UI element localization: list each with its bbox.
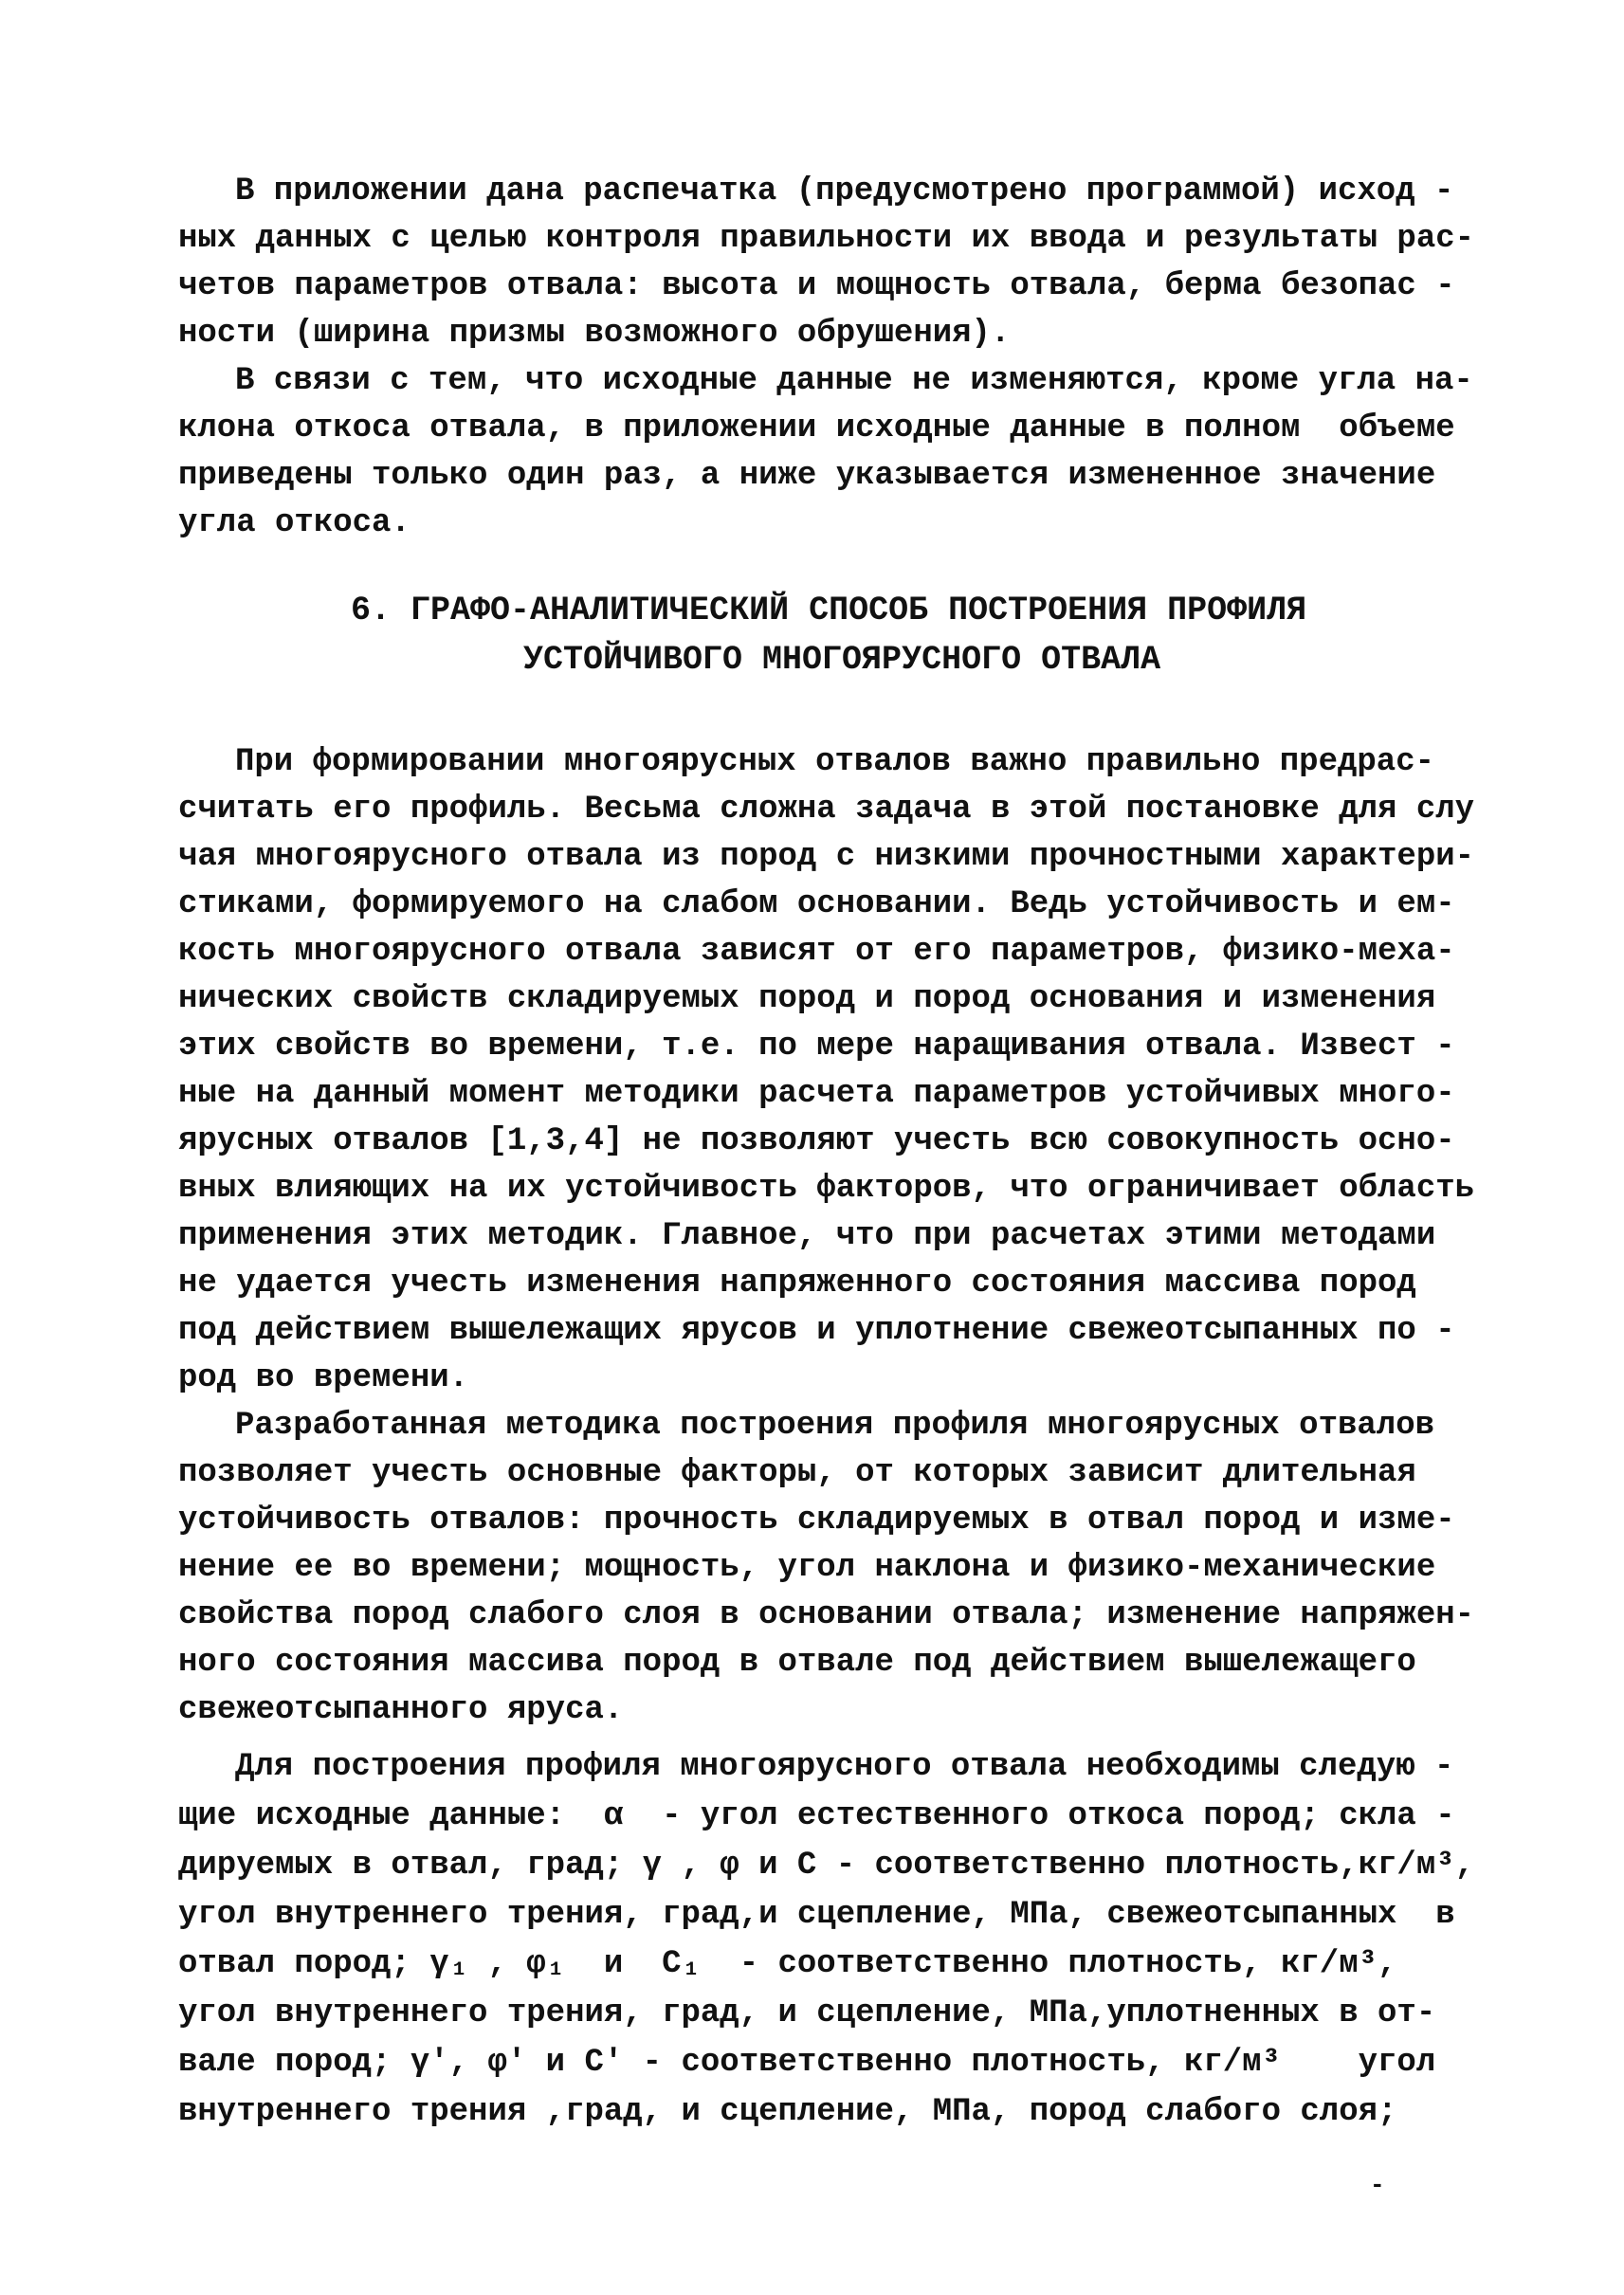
- text-line: угол внутреннего трения, град, и сцепление, МПа,уплотненных в от-: [178, 1995, 1436, 2031]
- text-line: ные на данный момент методики расчета параметров устойчивых много-: [178, 1076, 1455, 1112]
- text-line: ного состояния массива пород в отвале под действием вышележащего: [178, 1645, 1416, 1681]
- text-line: не удается учесть изменения напряженного состояния массива пород: [178, 1266, 1416, 1302]
- text-line: При формировании многоярусных отвалов важно правильно предрас-: [235, 744, 1435, 780]
- text-line: ярусных отвалов [1,3,4] не позволяют учесть всю совокупность осно-: [178, 1123, 1455, 1159]
- text-line: В связи с тем, что исходные данные не изменяются, кроме угла на-: [235, 363, 1473, 399]
- text-line: внутреннего трения ,град, и сцепление, МПа, пород слабого слоя;: [178, 2094, 1397, 2130]
- text-line: стиками, формируемого на слабом основании. Ведь устойчивость и ем-: [178, 886, 1455, 922]
- text-line: свойства пород слабого слоя в основании отвала; изменение напряжен-: [178, 1597, 1475, 1633]
- text-line: этих свойств во времени, т.е. по мере наращивания отвала. Извест -: [178, 1029, 1455, 1065]
- text-line: род во времени.: [178, 1360, 469, 1396]
- text-line: нических свойств складируемых пород и пород основания и изменения: [178, 981, 1436, 1017]
- text-line: Разработанная методика построения профиля многоярусных отвалов: [235, 1408, 1435, 1444]
- text-line: кость многоярусного отвала зависят от его параметров, физико-меха-: [178, 934, 1455, 970]
- text-line: клона откоса отвала, в приложении исходные данные в полном объеме: [178, 410, 1455, 446]
- text-line: отвал пород; γ₁ , φ₁ и C₁ - соответственно плотность, кг/м³,: [178, 1946, 1397, 1982]
- text-line: угол внутреннего трения, град,и сцепление, МПа, свежеотсыпанных в: [178, 1897, 1455, 1933]
- text-line: ных данных с целью контроля правильности их ввода и результаты рас-: [178, 221, 1475, 257]
- text-line: приведены только один раз, а ниже указывается измененное значение: [178, 458, 1436, 494]
- heading-line: УСТОЙЧИВОГО МНОГОЯРУСНОГО ОТВАЛА: [523, 641, 1161, 679]
- text-line: чая многоярусного отвала из пород с низкими прочностными характери-: [178, 839, 1475, 875]
- text-line: устойчивость отвалов: прочность складируемых в отвал пород и изме-: [178, 1503, 1455, 1539]
- text-line: вале пород; γ', φ' и C' - соответственно плотность, кг/м³ угол: [178, 2045, 1436, 2081]
- text-line: считать его профиль. Весьма сложна задача в этой постановке для слу: [178, 792, 1475, 828]
- text-line: щие исходные данные: α - угол естественного откоса пород; скла -: [178, 1798, 1455, 1834]
- text-line: дируемых в отвал, град; γ , φ и C - соответственно плотность,кг/м³,: [178, 1848, 1475, 1884]
- text-line: четов параметров отвала: высота и мощность отвала, берма безопас -: [178, 268, 1455, 304]
- text-line: вных влияющих на их устойчивость факторов, что ограничивает область: [178, 1171, 1475, 1207]
- text-line: В приложении дана распечатка (предусмотрено программой) исход -: [235, 173, 1454, 209]
- text-line: угла откоса.: [178, 505, 411, 541]
- text-line: под действием вышележащих ярусов и уплотнение свежеотсыпанных по -: [178, 1313, 1455, 1349]
- text-line: нение ее во времени; мощность, угол наклона и физико-механические: [178, 1550, 1436, 1586]
- text-line: применения этих методик. Главное, что при расчетах этими методами: [178, 1218, 1436, 1254]
- text-line: позволяет учесть основные факторы, от которых зависит длительная: [178, 1455, 1416, 1491]
- heading-line: 6. ГРАФО-АНАЛИТИЧЕСКИЙ СПОСОБ ПОСТРОЕНИЯ ПРОФИЛЯ: [351, 592, 1307, 629]
- page-marker: -: [1370, 2171, 1385, 2199]
- text-line: Для построения профиля многоярусного отвала необходимы следую -: [235, 1749, 1454, 1785]
- text-line: свежеотсыпанного яруса.: [178, 1692, 624, 1728]
- text-line: ности (ширина призмы возможного обрушения).: [178, 316, 1011, 352]
